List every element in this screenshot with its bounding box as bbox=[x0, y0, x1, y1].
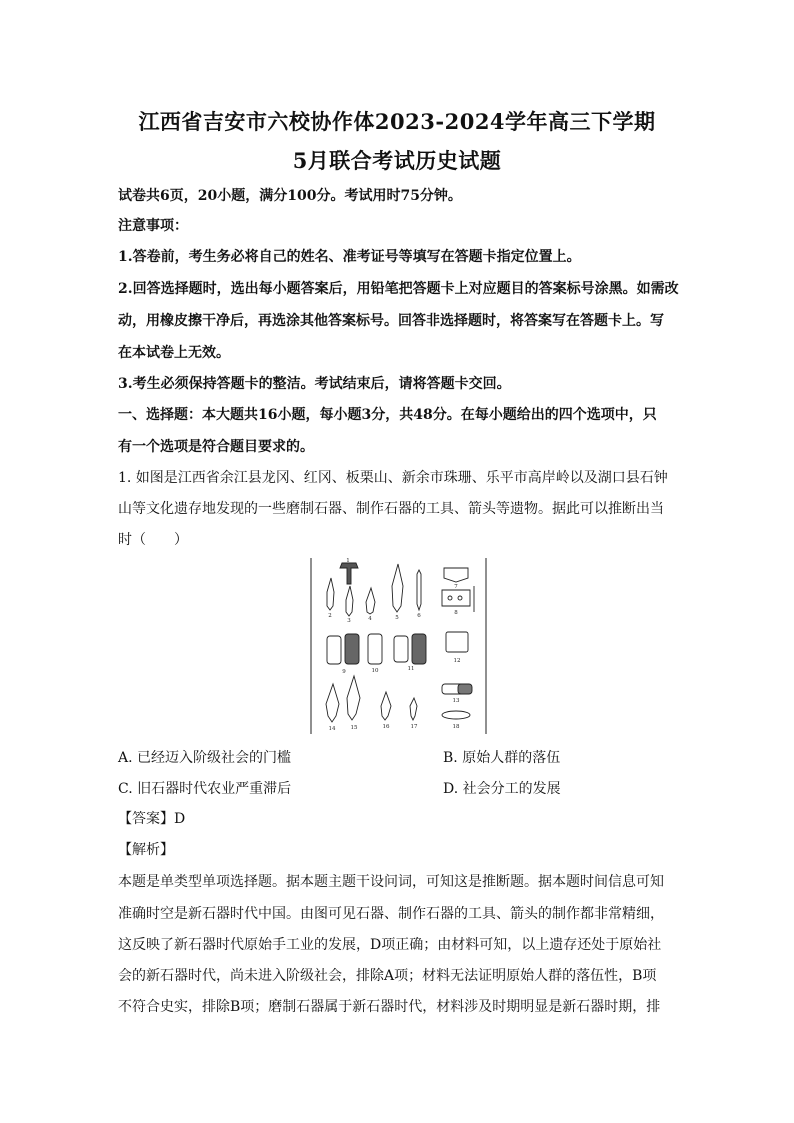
section-heading-line-1: 一、选择题：本大题共16小题，每小题3分，共48分。在每小题给出的四个选项中，只 bbox=[118, 407, 657, 423]
notice-heading: 注意事项： bbox=[118, 218, 188, 234]
figure-number: 16 bbox=[382, 724, 390, 730]
option-c: C. 旧石器时代农业严重滞后 bbox=[118, 781, 292, 797]
question-1-line-3: 时（ ） bbox=[118, 532, 188, 548]
figure-number: 15 bbox=[350, 725, 358, 731]
section-heading-line-2: 有一个选项是符合题目要求的。 bbox=[118, 439, 314, 455]
analysis-line: 会的新石器时代，尚未进入阶级社会，排除A项；材料无法证明原始人群的落伍性，B项 bbox=[118, 968, 657, 984]
option-a: A. 已经迈入阶级社会的门槛 bbox=[118, 750, 292, 766]
exam-intro: 试卷共6页，20小题，满分100分。考试用时75分钟。 bbox=[118, 188, 462, 204]
figure-number: 11 bbox=[407, 666, 415, 672]
question-1-line-2: 山等文化遗存地发现的一些磨制石器、制作石器的工具、箭头等遗物。据此可以推断出当 bbox=[118, 501, 664, 517]
notice-item-1: 1.答卷前，考生务必将自己的姓名、准考证号等填写在答题卡指定位置上。 bbox=[118, 249, 581, 265]
notice-item-3: 3.考生必须保持答题卡的整洁。考试结束后，请将答题卡交回。 bbox=[118, 376, 511, 392]
notice-item-2-line-2: 动，用橡皮擦干净后，再选涂其他答案标号。回答非选择题时，将答案写在答题卡上。写 bbox=[118, 313, 664, 329]
option-b: B. 原始人群的落伍 bbox=[443, 750, 561, 766]
figure-number: 5 bbox=[395, 615, 399, 621]
figure-number: 9 bbox=[342, 669, 346, 675]
figure-number: 13 bbox=[452, 698, 460, 704]
stone-artifacts-figure bbox=[308, 556, 488, 734]
option-d: D. 社会分工的发展 bbox=[443, 781, 561, 797]
figure-number: 17 bbox=[410, 724, 418, 730]
analysis-line: 本题是单类型单项选择题。据本题主题干设问词，可知这是推断题。据本题时间信息可知 bbox=[118, 874, 664, 890]
figure-number: 10 bbox=[371, 668, 379, 674]
analysis-line: 不符合史实，排除B项；磨制石器属于新石器时代，材料涉及时期明显是新石器时期，排 bbox=[118, 999, 661, 1015]
notice-item-2-line-1: 2.回答选择题时，选出每小题答案后，用铅笔把答题卡上对应题目的答案标号涂黑。如需改 bbox=[118, 281, 679, 297]
figure-number: 1 bbox=[346, 558, 350, 564]
exam-title-line-2: 5月联合考试历史试题 bbox=[292, 148, 502, 173]
question-1-line-1: 1. 如图是江西省余江县龙冈、红冈、板栗山、新余市珠珊、乐平市高岸岭以及湖口县石钟 bbox=[118, 470, 668, 486]
figure-number: 12 bbox=[453, 658, 461, 664]
exam-title-line-1: 江西省吉安市六校协作体2023-2024学年高三下学期 bbox=[138, 109, 656, 134]
figure-number: 14 bbox=[328, 726, 336, 732]
figure-number: 7 bbox=[454, 584, 458, 590]
answer-label: 【答案】D bbox=[118, 811, 186, 827]
figure-number: 18 bbox=[452, 724, 460, 730]
figure-number: 6 bbox=[417, 613, 421, 619]
analysis-line: 准确时空是新石器时代中国。由图可见石器、制作石器的工具、箭头的制作都非常精细， bbox=[118, 906, 664, 922]
figure-number: 3 bbox=[347, 618, 351, 624]
notice-item-2-line-3: 在本试卷上无效。 bbox=[118, 345, 230, 361]
figure-number: 8 bbox=[454, 610, 458, 616]
figure-number: 4 bbox=[368, 616, 372, 622]
analysis-heading: 【解析】 bbox=[118, 842, 174, 858]
figure-number: 2 bbox=[328, 613, 332, 619]
analysis-line: 这反映了新石器时代原始手工业的发展，D项正确；由材料可知，以上遗存还处于原始社 bbox=[118, 937, 662, 953]
